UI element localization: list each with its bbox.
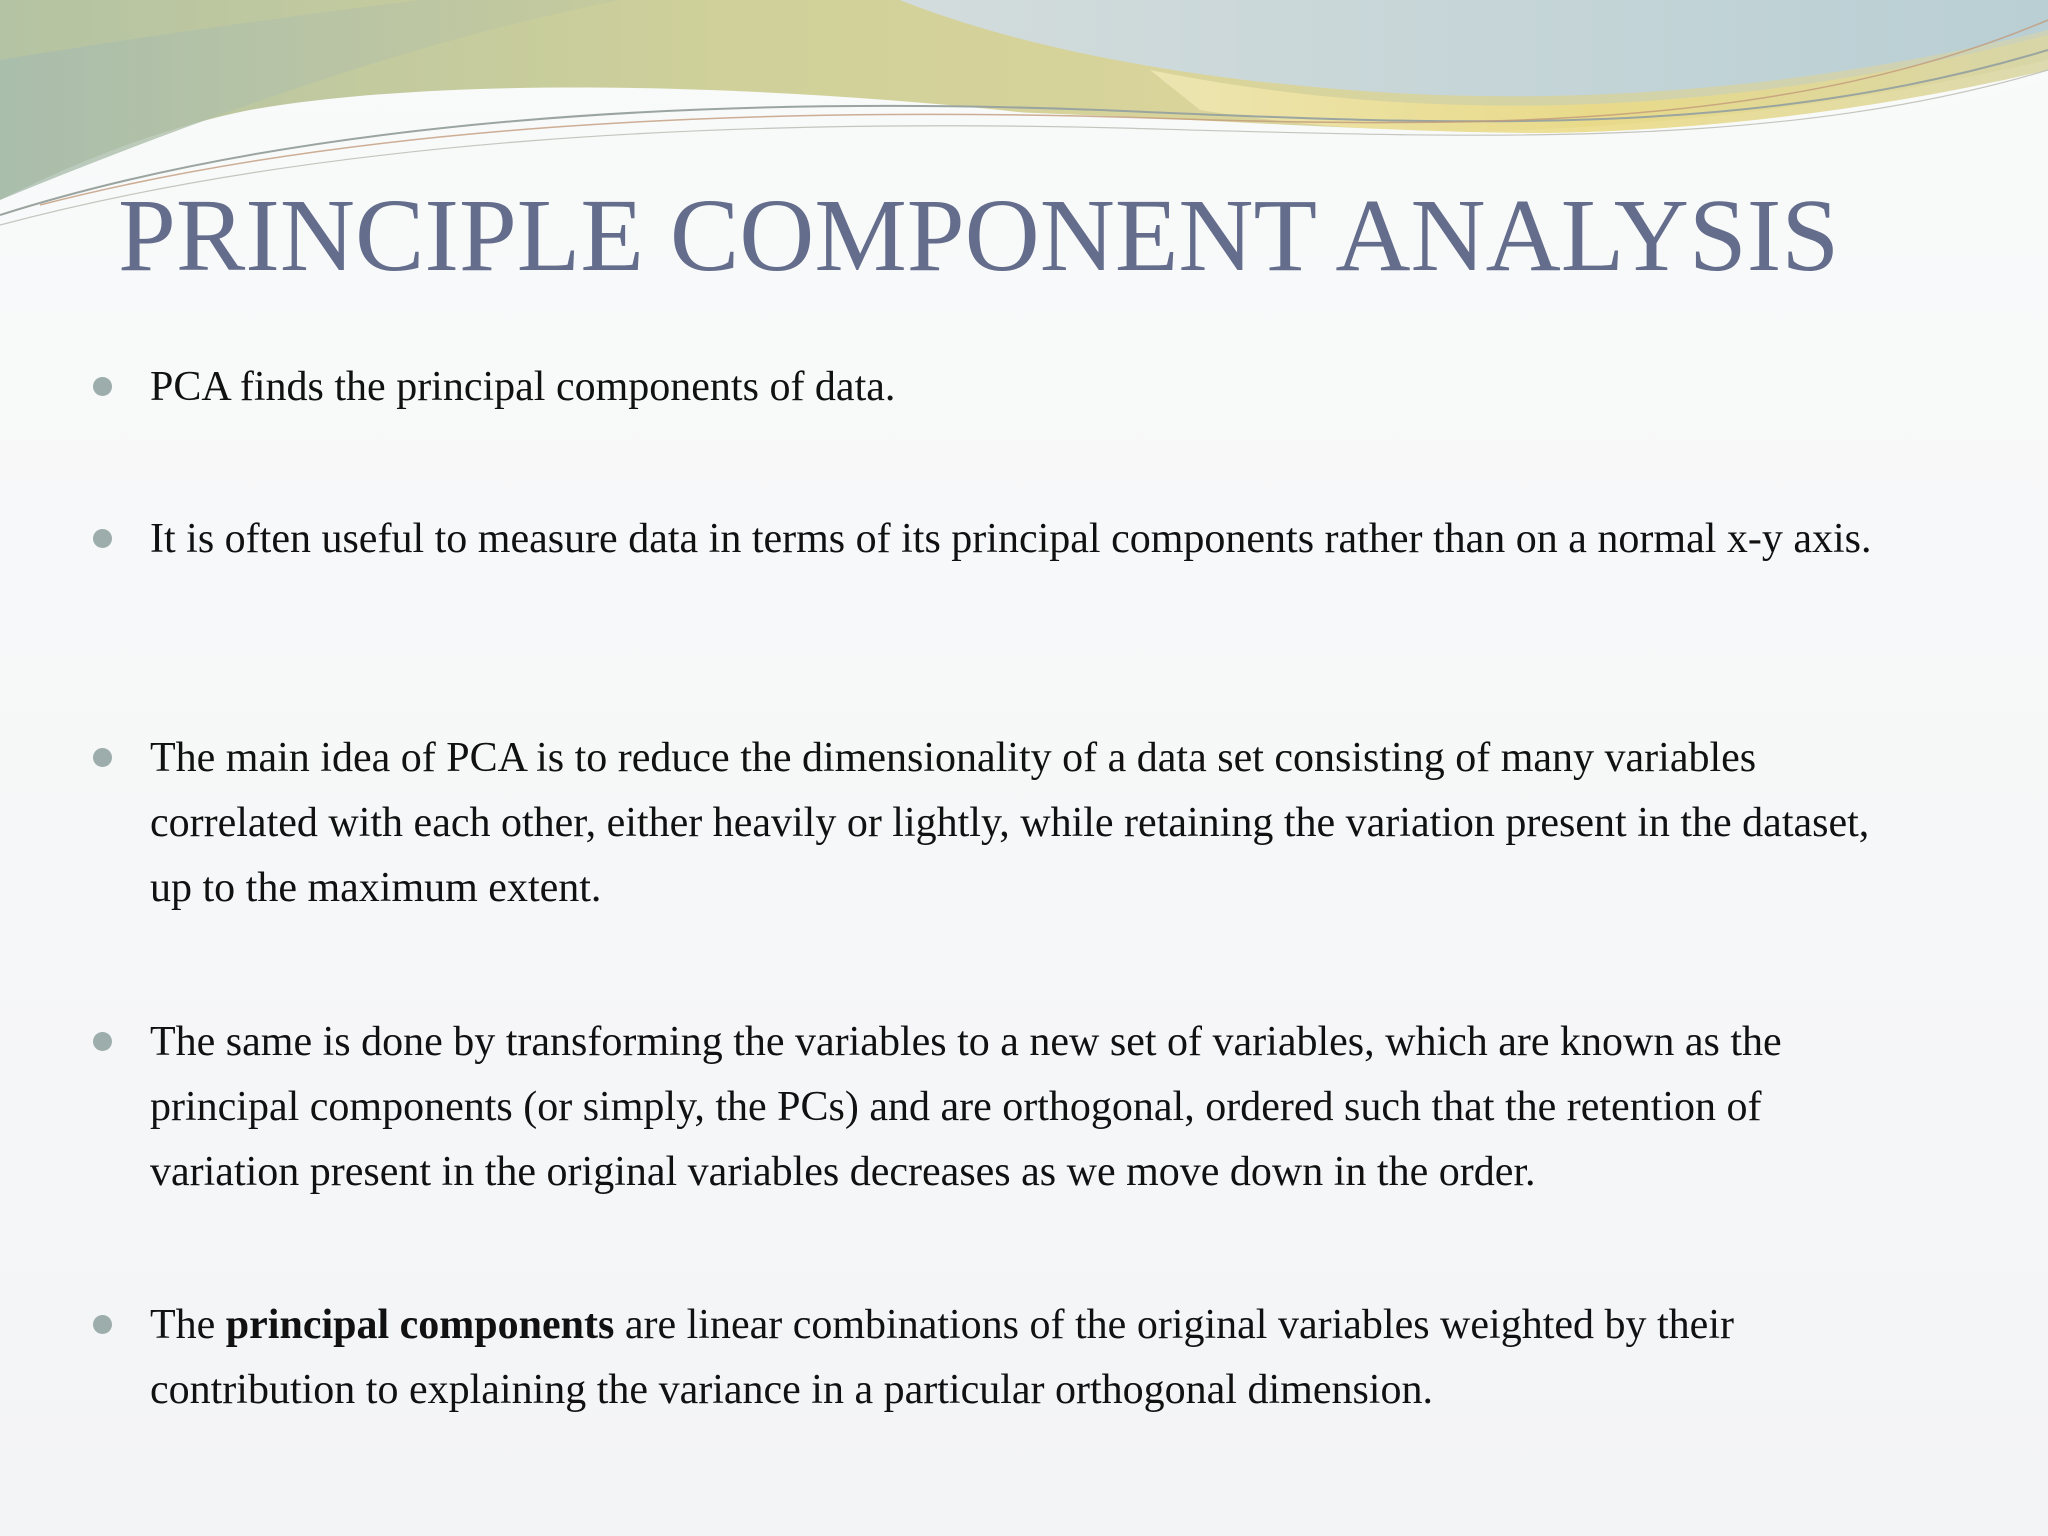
bullet-item xyxy=(150,1010,1910,1205)
bullet-dot-icon xyxy=(93,748,112,767)
bullet-item xyxy=(150,507,1910,572)
bullet-dot-icon xyxy=(93,1032,112,1051)
bullet-item xyxy=(150,1293,1910,1423)
bullet-dot-icon xyxy=(93,529,112,548)
bullet-text: The main idea of PCA is to reduce the dimensionality of a data set consisting of many variables correlated with each other, either heavily or lightly, while retaining the variation present in the dataset, up to the maximum extent. xyxy=(150,735,1870,911)
bullet-text-suffix: are linear combinations of the original variables weighted by their contribution to explaining the variance in a particular orthogonal dimension. xyxy=(150,1302,1734,1413)
bullet-text: It is often useful to measure data in terms of its principal components rather than on a normal x-y axis. xyxy=(150,516,1872,562)
bullet-text: PCA finds the principal components of data. xyxy=(150,364,896,410)
bullet-dot-icon xyxy=(93,1315,112,1334)
bullet-item xyxy=(150,726,1910,921)
bullet-item xyxy=(150,355,1910,420)
bullet-text-bold: principal components xyxy=(225,1302,615,1348)
bullet-text: The same is done by transforming the variables to a new set of variables, which are known as the principal components (or simply, the PCs) and are orthogonal, ordered such that the retention of variation present in the original variables decreases as we move down in the order. xyxy=(150,1019,1782,1195)
bullet-dot-icon xyxy=(93,377,112,396)
slide-title: PRINCIPLE COMPONENT ANALYSIS xyxy=(118,178,1840,293)
bullet-text-prefix: The xyxy=(150,1302,226,1348)
